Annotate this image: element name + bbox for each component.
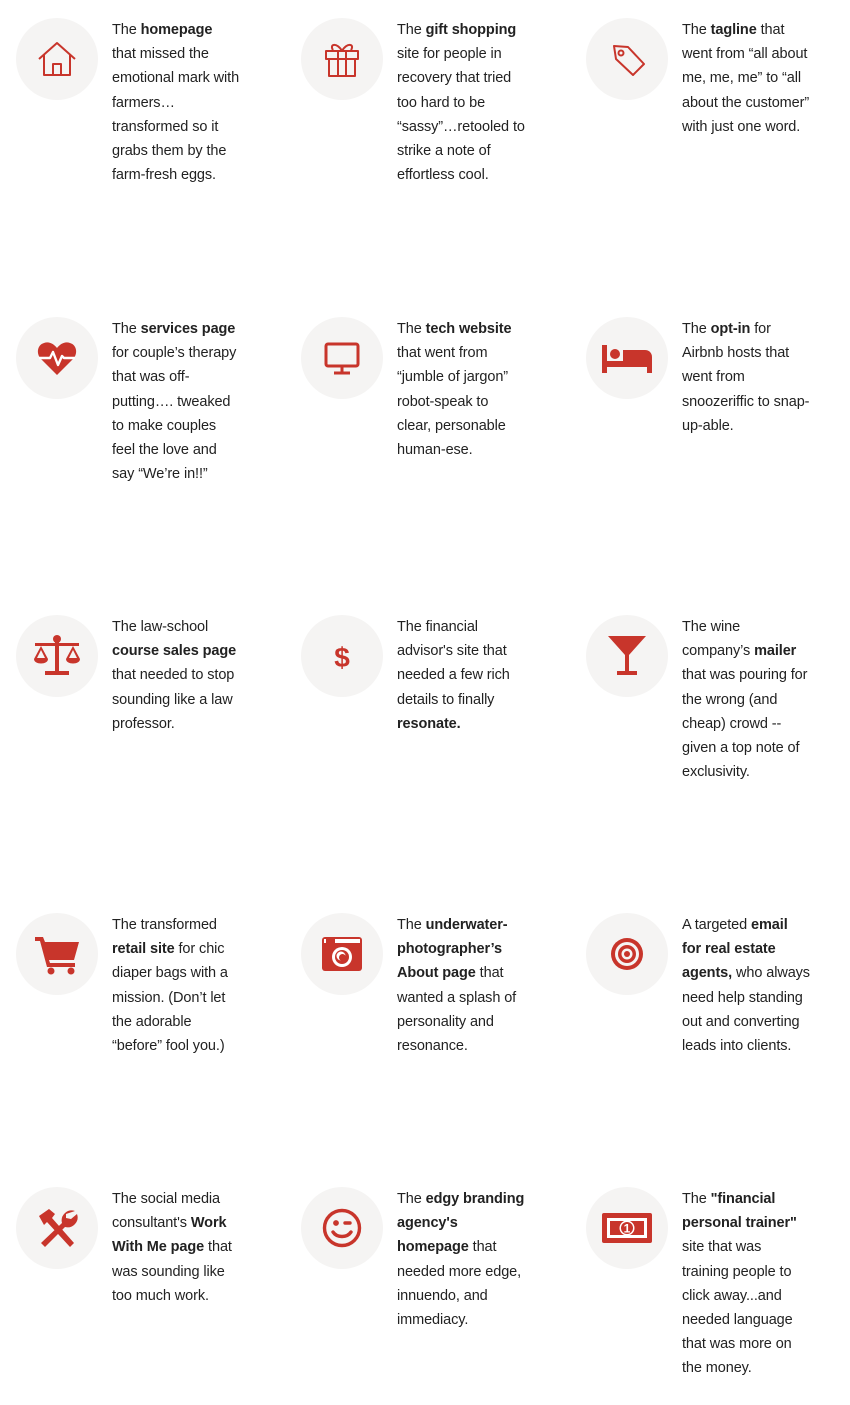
item-text: for couple’s therapy that was off-putting…. tweaked to make couples feel the love and say “We’re in!!”	[112, 345, 237, 483]
item-highlight: Work With Me page	[112, 1215, 227, 1256]
item-text: The financial advisor's site that needed a few rich details to finally	[397, 619, 510, 708]
item-description	[397, 18, 525, 187]
item-text: that was sounding like too much work.	[112, 1239, 232, 1304]
item-highlight: "financial personal trainer"	[682, 1191, 797, 1232]
item-text: that wanted a splash of personality and resonance.	[397, 965, 517, 1055]
item-text: that needed more edge, innuendo, and immediacy.	[397, 1239, 522, 1329]
svg-text:1: 1	[623, 1221, 631, 1236]
item-text: The	[397, 22, 426, 38]
wink-face-icon	[301, 1187, 383, 1269]
item-highlight: resonate.	[397, 715, 461, 732]
home-icon	[16, 18, 98, 100]
item-text: The social media consultant's	[112, 1191, 221, 1232]
shopping-cart-icon	[16, 913, 98, 995]
item-text: The	[112, 321, 141, 337]
item-highlight: homepage	[140, 22, 213, 38]
camera-icon	[301, 913, 383, 995]
item-text: The	[397, 917, 426, 933]
item-text: The	[682, 321, 711, 337]
item-text: that needed to stop sounding like a law professor.	[112, 667, 235, 732]
item-text: that missed the emotional mark with farmers… transformed so it grabs them by the farm-fresh eggs.	[112, 46, 240, 184]
item-text: The	[112, 22, 141, 38]
item-text: site for people in recovery that tried too hard to be “sassy”…retooled to strike a note of effortless cool.	[397, 46, 525, 184]
item-description	[112, 18, 240, 187]
target-icon	[586, 913, 668, 995]
item-highlight: edgy branding agency's homepage	[397, 1191, 525, 1256]
item-highlight: underwater-photographer’s About page	[397, 917, 508, 982]
item-text: The	[397, 321, 426, 337]
svg-text:$: $	[334, 642, 350, 673]
item-description	[682, 18, 810, 139]
item-highlight: email for real estate agents,	[682, 917, 788, 982]
item-highlight: services page	[140, 321, 236, 337]
item-text: who always need help standing out and converting leads into clients.	[682, 965, 810, 1055]
item-highlight: course sales page	[112, 643, 237, 660]
item-highlight: tagline	[710, 22, 757, 38]
item-text: that went from “all about me, me, me” to “all about the customer” with just one word.	[682, 22, 810, 135]
item-highlight: tech website	[425, 321, 512, 337]
item-highlight: retail site	[112, 941, 175, 958]
item-highlight: gift shopping	[425, 22, 517, 38]
item-text: The	[682, 1191, 711, 1207]
item-description	[682, 1187, 810, 1381]
item-text: that was pouring for the wrong (and cheap) crowd -- given a top note of exclusivity.	[682, 667, 808, 781]
heartbeat-icon	[16, 317, 98, 399]
dollar-icon	[301, 615, 383, 697]
item-description	[112, 1187, 240, 1308]
item-description	[397, 913, 525, 1058]
item-description	[112, 317, 240, 486]
item-description	[112, 615, 240, 736]
cocktail-glass-icon	[586, 615, 668, 697]
tools-icon	[16, 1187, 98, 1269]
item-highlight: mailer	[754, 643, 797, 660]
monitor-icon	[301, 317, 383, 399]
item-text: for chic diaper bags with a mission. (Don’t let the adorable “before” fool you.)	[112, 941, 228, 1055]
item-text: The	[397, 1191, 426, 1207]
item-description	[397, 615, 525, 736]
item-description	[682, 615, 810, 784]
item-description	[112, 913, 240, 1058]
item-text: The	[682, 22, 711, 38]
item-description	[682, 317, 810, 438]
item-text: The law-school	[112, 619, 209, 635]
item-text: The wine company’s	[682, 619, 755, 660]
item-text: The transformed	[112, 917, 217, 933]
scales-icon	[16, 615, 98, 697]
item-text: site that was training people to click away...and needed language that was more on the money.	[682, 1239, 793, 1377]
item-text: that went from “jumble of jargon” robot-speak to clear, personable human-ese.	[397, 345, 509, 459]
item-text: A targeted	[682, 917, 752, 933]
item-highlight: opt-in	[710, 321, 751, 337]
item-description	[397, 317, 525, 462]
bed-icon	[586, 317, 668, 399]
money-bill-icon	[586, 1187, 668, 1269]
item-description	[682, 913, 810, 1058]
gift-icon	[301, 18, 383, 100]
tag-icon	[586, 18, 668, 100]
item-description	[397, 1187, 525, 1332]
item-text: for Airbnb hosts that went from snoozeriffic to snap-up-able.	[682, 321, 810, 434]
